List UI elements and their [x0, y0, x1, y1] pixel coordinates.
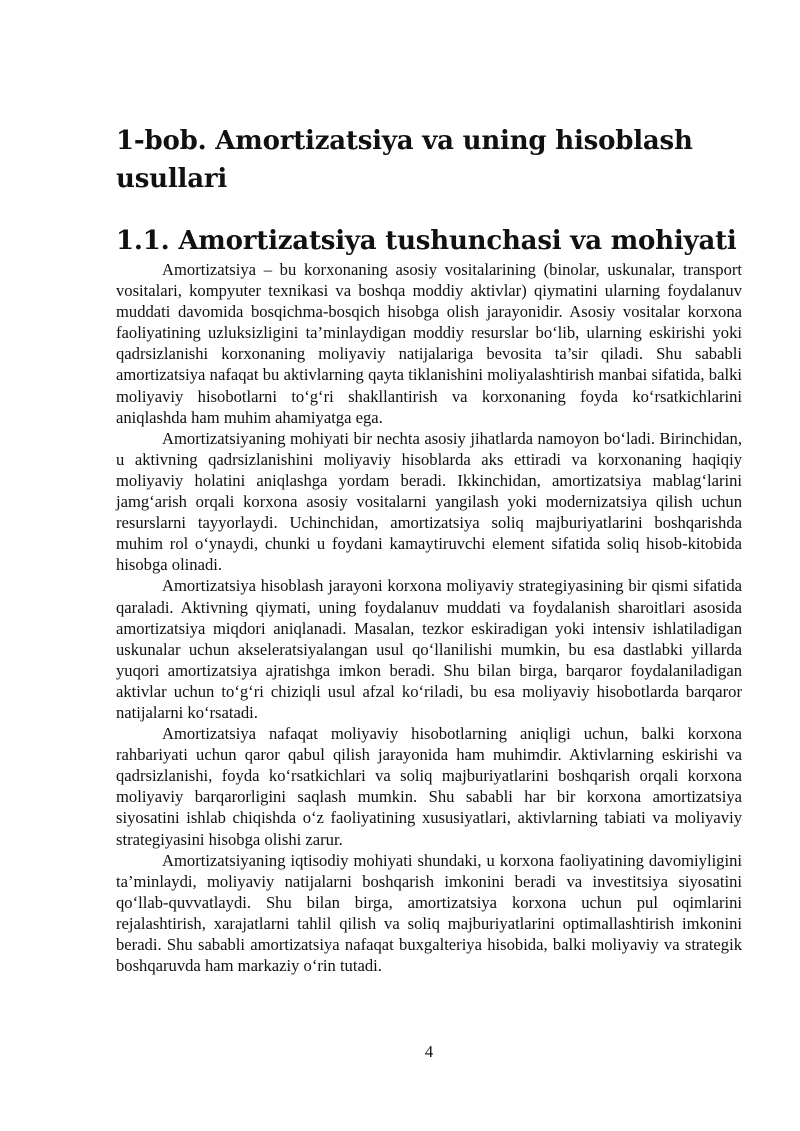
paragraph: Amortizatsiya – bu korxonaning asosiy vositalarining (binolar, uskunalar, transport vositalari, kompyuter texnikasi va boshqa moddiy aktivlar) qiymatini ularning foydalanuv muddati davomida bosqichma-bosqich hisobga olish jarayonidir. Asosiy vositalar korxona faoliyatining uzluksizligini ta’minlaydigan moddiy resurslar bo‘lib, ularning eskirishi yoki qadrsizlanishi korxonaning moliyaviy natijalariga bevosita ta’sir qiladi. Shu sababli amortizatsiya nafaqat bu aktivlarning qayta tiklanishini moliyalashtirish manbai sifatida, balki moliyaviy hisobotlarni to‘g‘ri shakllantirish va korxonaning foyda ko‘rsatkichlarini aniqlashda ham muhim ahamiyatga ega.: [116, 260, 742, 427]
paragraph: Amortizatsiyaning mohiyati bir nechta asosiy jihatlarda namoyon bo‘ladi. Birinchidan, u aktivning qadrsizlanishini moliyaviy hisoblarda aks ettiradi va korxonaning haqiqiy moliyaviy holatini aniqlashga yordam beradi. Ikkinchidan, amortizatsiya mablag‘larini jamg‘arish orqali korxona asosiy vositalarni yangilash yoki modernizatsiya qilish uchun resurslarni tayyorlaydi. Uchinchidan, amortizatsiya soliq majburiyatlarini boshqarishda muhim rol o‘ynaydi, chunki u foydani kamaytiruvchi element sifatida soliq hisob-kitobida hisobga olinadi.: [116, 428, 742, 575]
page-number: 4: [424, 1042, 434, 1061]
paragraph: Amortizatsiyaning iqtisodiy mohiyati shundaki, u korxona faoliyatining davomiyligini ta’minlaydi, moliyaviy natijalarni boshqarish imkonini beradi va investitsiya siyosatini qo‘llab-quvvatlaydi. Shu bilan birga, amortizatsiya korxona uchun pul oqimlarini rejalashtirish, xarajatlarni tahlil qilish va soliq majburiyatlarini optimallashtirish imkonini beradi. Shu sababli amortizatsiya nafaqat buxgalteriya hisobida, balki moliyaviy va strategik boshqaruvda ham markaziy o‘rin tutadi.: [116, 850, 742, 976]
body-text: [116, 259, 742, 976]
chapter-title: 1-bob. Amortizatsiya va uning hisoblash usullari: [116, 126, 693, 194]
paragraph: Amortizatsiya hisoblash jarayoni korxona moliyaviy strategiyasining bir qismi sifatida qaraladi. Aktivning qiymati, uning foydalanuv muddati va foydalanish sharoitlari asosida amortizatsiya miqdori aniqlanadi. Masalan, tezkor eskiradigan yoki intensiv ishlatiladigan uskunalar uchun akseleratsiyalangan usul qo‘llanilishi mumkin, bu esa dastlabki yillarda yuqori amortizatsiya ajratishga imkon beradi. Shu bilan birga, barqaror foydalaniladigan aktivlar uchun to‘g‘ri chiziqli usul afzal ko‘riladi, bu esa moliyaviy hisobotlarda barqaror natijalarni ko‘rsatadi.: [116, 576, 742, 722]
paragraph: Amortizatsiya nafaqat moliyaviy hisobotlarning aniqligi uchun, balki korxona rahbariyati uchun qaror qabul qilish jarayonida ham muhimdir. Aktivlarning eskirishi va qadrsizlanishi, foyda ko‘rsatkichlari va soliq majburiyatlarini boshqarish orqali korxona moliyaviy barqarorligini saqlash mumkin. Shu sababli har bir korxona amortizatsiya siyosatini ishlab chiqishda o‘z faoliyatining xususiyatlari, aktivlarning tabiati va moliyaviy strategiyasini hisobga olishi zarur.: [116, 724, 742, 849]
document-page: [116, 0, 742, 1131]
section-title: 1.1. Amortizatsiya tushunchasi va mohiyati: [116, 226, 737, 256]
